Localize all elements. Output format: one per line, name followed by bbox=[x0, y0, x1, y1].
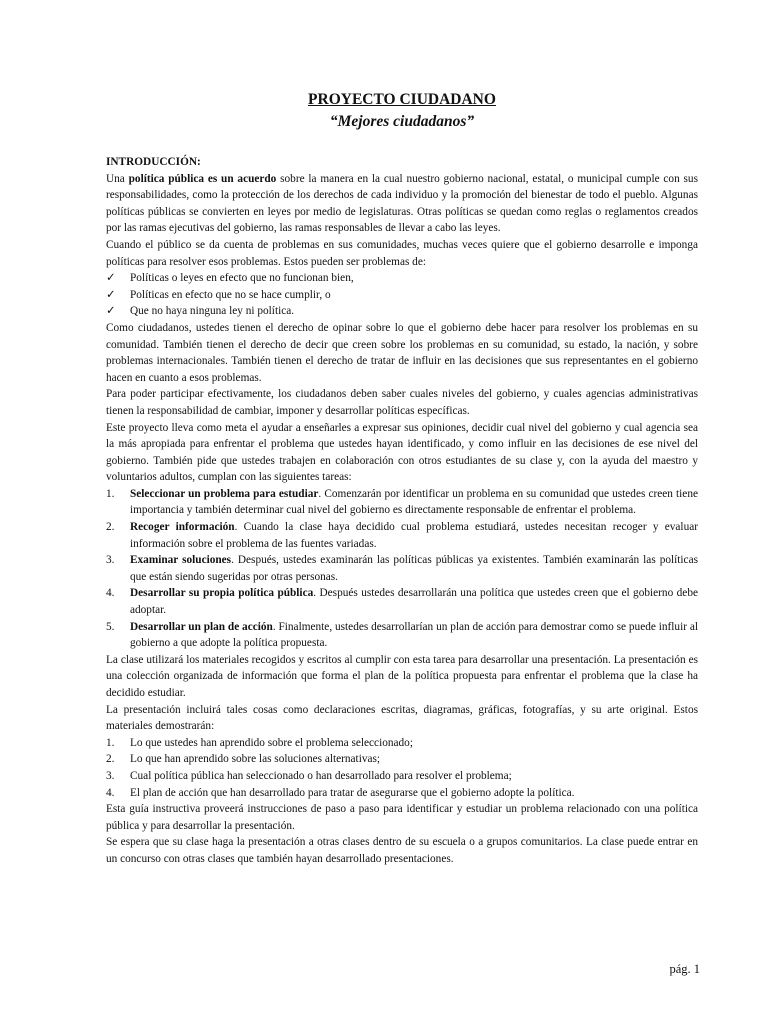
check-icon: ✓ bbox=[106, 272, 116, 285]
materials-text: El plan de acción que han desarrollado para tratar de asegurarse que el gobierno adopte la política. bbox=[130, 786, 575, 799]
materials-item bbox=[106, 768, 698, 785]
text-fragment: Una bbox=[106, 172, 129, 185]
materials-list bbox=[106, 735, 698, 801]
checklist-text: Políticas en efecto que no se hace cumplir, o bbox=[130, 288, 331, 301]
task-title: Seleccionar un problema para estudiar bbox=[130, 487, 319, 500]
task-text: . Cuando la clase haya decidido cual problema estudiará, ustedes necesitan recoger y evaluar información sobre el problema de las fuentes variadas. bbox=[130, 521, 698, 550]
list-number: 2. bbox=[106, 521, 115, 534]
task-title: Examinar soluciones bbox=[130, 554, 232, 567]
task-item bbox=[106, 619, 698, 652]
checklist bbox=[106, 270, 698, 320]
task-text: . Después ustedes desarrollarán una política que ustedes creen que el gobierno debe adoptar. bbox=[130, 587, 698, 617]
list-number: 4. bbox=[106, 587, 115, 600]
task-item bbox=[106, 585, 698, 618]
list-number: 2. bbox=[106, 753, 115, 766]
paragraph-concurso: Se espera que su clase haga la presentación a otras clases dentro de su escuela o a grupos comunitarios. La clase puede entrar en un concurso con otras clases que también hayan desarrollado presentaciones. bbox=[106, 836, 698, 865]
materials-text: Lo que ustedes han aprendido sobre el problema seleccionado; bbox=[130, 736, 413, 749]
paragraph-meta: Este proyecto lleva como meta el ayudar a enseñarles a expresar sus opiniones, decidir cual nivel del gobierno y cual agencia sea la más apropiada para enfrentar el problema que ustedes hayan identificado, y como influir en las decisiones de ese nivel del gobierno. También pide que ustedes trabajen en colaboración con otros estudiantes de su clase y, con la ayuda del maestro y voluntarios adultos, cumplan con las siguientes tareas: bbox=[106, 421, 698, 484]
task-list bbox=[106, 486, 698, 652]
materials-item bbox=[106, 785, 698, 802]
document-body bbox=[106, 90, 698, 868]
document-title: PROYECTO CIUDADANO bbox=[308, 91, 496, 108]
checklist-item bbox=[106, 270, 698, 287]
task-text: . Finalmente, ustedes desarrollarían un plan de acción para demostrar como se puede influir al gobierno a que adopte la política propuesta. bbox=[130, 620, 698, 650]
task-text: . Comenzarán por identificar un problema en su comunidad que ustedes creen tiene importancia y también determinar cual nivel del gobierno es directamente responsable de enfrentar el problema. bbox=[130, 487, 698, 517]
list-number: 1. bbox=[106, 736, 115, 749]
materials-item bbox=[106, 751, 698, 768]
task-title: Recoger información bbox=[130, 521, 235, 534]
task-title: Desarrollar un plan de acción bbox=[130, 620, 273, 633]
checklist-text: Políticas o leyes en efecto que no funcionan bien, bbox=[130, 272, 354, 285]
bold-term: política pública es un acuerdo bbox=[128, 172, 277, 185]
check-icon: ✓ bbox=[106, 305, 116, 318]
paragraph-presentacion: La clase utilizará los materiales recogidos y escritos al cumplir con esta tarea para desarrollar una presentación. La presentación es una colección organizada de información que forma el plan de la política propuesta para enfrentar el problema que la clase ha decidido estudiar. bbox=[106, 653, 698, 699]
task-item bbox=[106, 552, 698, 585]
list-number: 4. bbox=[106, 786, 115, 799]
paragraph-derechos: Como ciudadanos, ustedes tienen el derecho de opinar sobre lo que el gobierno debe hacer para resolver los problemas en su comunidad. También tienen el derecho de decir que creen sobre los problemas en su comunidad, su estado, la nación, y sobre problemas internacionales. También tienen el derecho de tratar de influir en las decisiones que sus representantes en el gobierno hacen en cuanto a esos problemas. bbox=[106, 321, 698, 384]
materials-text: Cual política pública han seleccionado o han desarrollado para resolver el problema; bbox=[130, 769, 512, 782]
materials-item bbox=[106, 735, 698, 752]
task-title: Desarrollar su propia política pública bbox=[130, 587, 314, 600]
paragraph-materiales: La presentación incluirá tales cosas como declaraciones escritas, diagramas, gráficas, fotografías, y su arte original. Estos materiales demostrarán: bbox=[106, 703, 698, 733]
task-item bbox=[106, 519, 698, 552]
list-number: 1. bbox=[106, 487, 115, 500]
paragraph-guia: Esta guía instructiva proveerá instrucciones de paso a paso para identificar y estudiar un problema relacionado con una política pública y para desarrollar la presentación. bbox=[106, 803, 698, 832]
paragraph-problemas: Cuando el público se da cuenta de problemas en sus comunidades, muchas veces quiere que el gobierno desarrolle e imponga políticas para resolver esos problemas. Estos pueden ser problemas de: bbox=[106, 238, 698, 268]
list-number: 5. bbox=[106, 620, 115, 633]
task-item bbox=[106, 486, 698, 519]
check-icon: ✓ bbox=[106, 288, 116, 301]
materials-text: Lo que han aprendido sobre las soluciones alternativas; bbox=[130, 753, 381, 766]
list-number: 3. bbox=[106, 554, 115, 567]
paragraph-participar: Para poder participar efectivamente, los ciudadanos deben saber cuales niveles del gobierno, y cuales agencias administrativas tienen la responsabilidad de cambiar, imponer y desarrollar políticas específicas. bbox=[106, 388, 698, 417]
text-fragment: sobre la manera en la cual nuestro gobierno nacional, estatal, o municipal cumple con sus responsabilidades, como la protección de los derechos de cada individuo y la promoción del bienestar de todo el pueblo. Algunas políticas públicas se convierten en leyes por medio de legislaturas. Otras políticas se quedan como reglas o reglamentos creados por las ramas ejecutivas del gobierno, las ramas responsables de llevar a cabo las leyes. bbox=[106, 172, 698, 235]
task-text: . Después, ustedes examinarán las políticas públicas ya existentes. También examinarán las políticas que están siendo sugeridas por otras personas. bbox=[130, 554, 698, 583]
page-number: pág. 1 bbox=[669, 962, 700, 976]
section-heading-introduccion: INTRODUCCIÓN: bbox=[106, 156, 201, 168]
checklist-text: Que no haya ninguna ley ni política. bbox=[130, 305, 295, 318]
document-subtitle: “Mejores ciudadanos” bbox=[329, 113, 475, 130]
list-number: 3. bbox=[106, 769, 115, 782]
checklist-item bbox=[106, 287, 698, 304]
paragraph-politica-publica bbox=[106, 171, 698, 237]
checklist-item bbox=[106, 303, 698, 320]
